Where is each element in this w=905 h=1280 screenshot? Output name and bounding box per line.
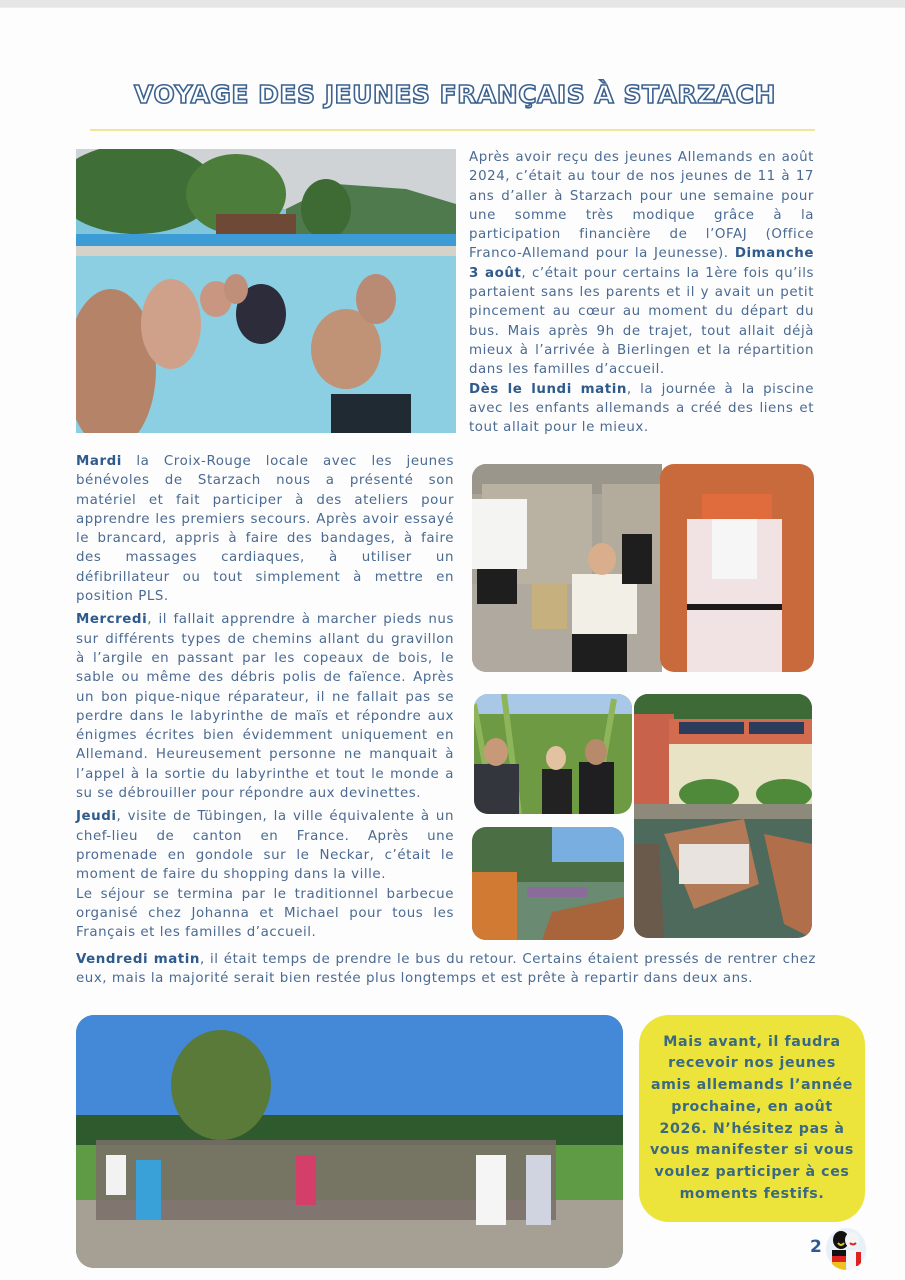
photo-group bbox=[76, 1015, 623, 1268]
page-title: VOYAGE DES JEUNES FRANÇAIS À STARZACH bbox=[134, 80, 776, 109]
barbecue-paragraph: Le séjour se termina par le traditionnel barbecue organisé chez Johanna et Michael pour tous les Français et les familles d’accueil. bbox=[76, 886, 454, 941]
photo-first-aid bbox=[472, 464, 814, 672]
thursday-label: Jeudi bbox=[76, 809, 117, 825]
sunday-label: Dimanche 3 août bbox=[469, 246, 814, 281]
tuesday-label: Mardi bbox=[76, 454, 122, 469]
page-number: 2 bbox=[810, 1237, 822, 1257]
days-paragraphs: Mardi la Croix-Rouge locale avec les jeunes bénévoles de Starzach nous a présenté son matériel et fait participer à des ateliers pour apprendre les premiers secours. Après avoir essayé le brancard, appris à faire des bandages, à faire des massages cardiaques, à utiliser un défibrillateur ou tout simplement à mettre en position PLS. Mercredi, il fallait apprendre à marcher pieds nus sur différents types de chemins allant du gravillon à l’argile en passant par les copeaux de bois, le sable ou même des débris polis de faïence. Après un bon pique-nique réparateur, il ne fallait pas se perdre dans le labyrinthe de maïs et répondre aux énigmes écrites bien évidemment uniquement en Allemand. Heureusement personne ne manquait à l’appel à la sortie du labyrinthe et tout le monde a su se débrouiller pour répondre aux devinettes. Jeudi, visite de Tübingen, la ville équivalente à un chef-lieu de canton en France. Après une promenade en gondole sur le Neckar, c’était le moment de faire du shopping dans la ville. Le séjour se termina par le traditionnel barbecue organisé chez Johanna et Michael pour tous les Français et les familles d’accueil. bbox=[76, 452, 454, 942]
title-divider bbox=[90, 129, 815, 131]
photo-gondola-river bbox=[472, 827, 624, 940]
intro-paragraph: Après avoir reçu des jeunes Allemands en août 2024, c’était au tour de nos jeunes de 11 à 17 ans d’aller à Starzach pour une semaine pour une somme très modique grâce à la participation financière de l’OFAJ (Office Franco-Allemand pour la Jeunesse). Dimanche 3 août, c’était pour certains la 1ère fois qu’ils partaient sans les parents et il y avait un petit pincement au cœur au moment du départ du bus. Mais après 9h de trajet, tout allait déjà mieux à l’arrivée à Bierlingen et la répartition dans les familles d’accueil. Dès le lundi matin, la journée à la piscine avec les enfants allemands a créé des liens et tout allait pour le mieux. bbox=[469, 150, 814, 436]
callout-text: Mais avant, il faudra recevoir nos jeunes amis allemands l’année prochaine, en août 2026. N’hésitez pas à vous manifester si vous voulez participer à ces moments festifs. bbox=[650, 1033, 854, 1202]
jumelage-logo-icon bbox=[826, 1228, 866, 1270]
viewer-top-bar bbox=[0, 0, 905, 8]
photo-pool bbox=[76, 149, 456, 433]
photo-maize-labyrinth bbox=[474, 694, 632, 814]
monday-label: Dès le lundi matin bbox=[469, 381, 627, 397]
callout-box bbox=[639, 1015, 865, 1222]
photo-gondola-tubingen bbox=[634, 694, 812, 938]
friday-label: Vendredi matin bbox=[76, 952, 200, 967]
wednesday-label: Mercredi bbox=[76, 612, 148, 628]
friday-paragraph: Vendredi matin, il était temps de prendre le bus du retour. Certains étaient pressés de rentrer chez eux, mais la majorité serait bien restée plus longtemps et est prête à repartir dans deux ans. bbox=[76, 952, 816, 987]
